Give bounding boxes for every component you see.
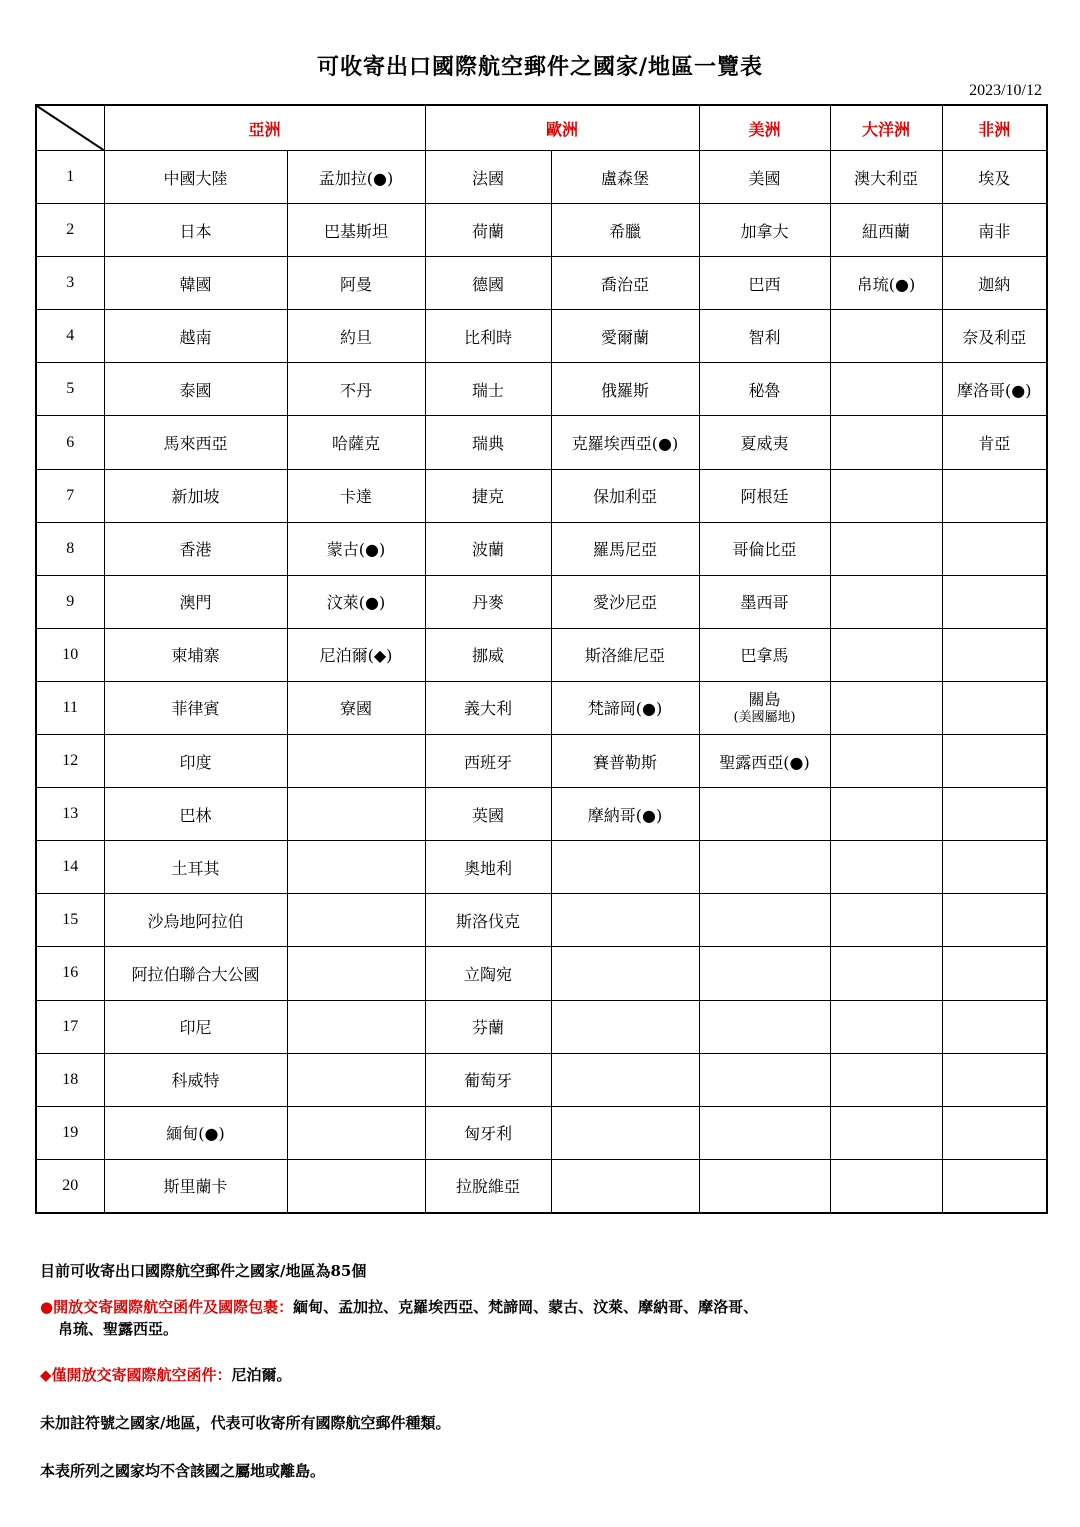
asia-col-2-cell: 哈薩克 xyxy=(287,416,425,469)
america-col-cell: 巴西 xyxy=(699,257,830,310)
oceania-col-cell xyxy=(830,1000,942,1053)
europe-col-2-cell: 愛爾蘭 xyxy=(551,310,699,363)
table-row xyxy=(36,151,1047,204)
asia-col-1-cell: 斯里蘭卡 xyxy=(104,1159,287,1213)
asia-col-2-cell xyxy=(287,894,425,947)
america-col-cell xyxy=(699,681,830,734)
asia-col-1-cell: 新加坡 xyxy=(104,469,287,522)
europe-col-2-cell xyxy=(551,947,699,1000)
europe-col-2-cell xyxy=(551,1053,699,1106)
asia-col-1-cell: 緬甸(●) xyxy=(104,1106,287,1159)
europe-col-1-cell: 立陶宛 xyxy=(425,947,551,1000)
america-col-cell: 阿根廷 xyxy=(699,469,830,522)
europe-col-2-cell: 保加利亞 xyxy=(551,469,699,522)
oceania-col-cell xyxy=(830,1053,942,1106)
europe-col-2-cell: 希臘 xyxy=(551,204,699,257)
country-table xyxy=(35,104,1048,1214)
africa-col-cell xyxy=(942,735,1047,788)
africa-col-cell xyxy=(942,788,1047,841)
europe-col-1-cell: 德國 xyxy=(425,257,551,310)
table-row xyxy=(36,416,1047,469)
asia-col-1-cell: 日本 xyxy=(104,204,287,257)
europe-col-1-cell: 芬蘭 xyxy=(425,1000,551,1053)
europe-col-1-cell: 奧地利 xyxy=(425,841,551,894)
asia-col-1-cell: 香港 xyxy=(104,522,287,575)
asia-col-2-cell xyxy=(287,947,425,1000)
oceania-col-cell xyxy=(830,841,942,894)
table-body xyxy=(36,151,1047,1213)
asia-col-1-cell: 沙烏地阿拉伯 xyxy=(104,894,287,947)
america-col-cell: 夏威夷 xyxy=(699,416,830,469)
oceania-col-cell xyxy=(830,469,942,522)
asia-col-2-cell: 卡達 xyxy=(287,469,425,522)
america-col-cell: 巴拿馬 xyxy=(699,628,830,681)
asia-col-2-cell xyxy=(287,1106,425,1159)
europe-col-2-cell: 斯洛維尼亞 xyxy=(551,628,699,681)
africa-col-cell: 埃及 xyxy=(942,151,1047,204)
europe-col-1-cell: 葡萄牙 xyxy=(425,1053,551,1106)
asia-col-2-cell: 巴基斯坦 xyxy=(287,204,425,257)
europe-col-2-cell xyxy=(551,894,699,947)
row-number-cell: 20 xyxy=(36,1159,104,1213)
oceania-col-cell xyxy=(830,363,942,416)
europe-col-2-cell: 賽普勒斯 xyxy=(551,735,699,788)
table-row xyxy=(36,469,1047,522)
africa-col-cell xyxy=(942,1106,1047,1159)
asia-col-1-cell: 土耳其 xyxy=(104,841,287,894)
europe-col-1-cell: 法國 xyxy=(425,151,551,204)
europe-col-2-cell: 俄羅斯 xyxy=(551,363,699,416)
row-number-cell: 7 xyxy=(36,469,104,522)
africa-col-cell xyxy=(942,1000,1047,1053)
europe-col-2-cell xyxy=(551,1000,699,1053)
note-circle-list-1: 緬甸、孟加拉、克羅埃西亞、梵諦岡、蒙古、汶萊、摩納哥、摩洛哥、 xyxy=(293,1298,759,1316)
america-col-cell xyxy=(699,788,830,841)
asia-col-2-cell: 約旦 xyxy=(287,310,425,363)
note-unmarked: 未加註符號之國家/地區，代表可收寄所有國際航空郵件種類。 xyxy=(40,1414,451,1432)
europe-col-2-cell: 喬治亞 xyxy=(551,257,699,310)
row-number-cell: 15 xyxy=(36,894,104,947)
america-col-cell xyxy=(699,1053,830,1106)
row-number-cell: 1 xyxy=(36,151,104,204)
asia-col-1-cell: 柬埔寨 xyxy=(104,628,287,681)
oceania-col-cell xyxy=(830,735,942,788)
oceania-col-cell: 澳大利亞 xyxy=(830,151,942,204)
europe-col-1-cell: 瑞士 xyxy=(425,363,551,416)
europe-col-2-cell: 羅馬尼亞 xyxy=(551,522,699,575)
table-row xyxy=(36,257,1047,310)
row-number-cell: 12 xyxy=(36,735,104,788)
date-label: 2023/10/12 xyxy=(969,82,1042,99)
europe-col-1-cell: 義大利 xyxy=(425,681,551,734)
europe-col-2-cell xyxy=(551,1106,699,1159)
note-circle-label: ●開放交寄國際航空函件及國際包裹： xyxy=(40,1298,294,1316)
asia-col-2-cell xyxy=(287,1000,425,1053)
asia-col-2-cell: 汶萊(●) xyxy=(287,575,425,628)
note-circle xyxy=(40,1296,1040,1340)
note-diamond-list: 尼泊爾。 xyxy=(231,1366,292,1384)
row-number-cell: 13 xyxy=(36,788,104,841)
note-diamond-label: ◆僅開放交寄國際航空函件： xyxy=(40,1366,232,1384)
header-europe: 歐洲 xyxy=(425,105,699,151)
africa-col-cell xyxy=(942,628,1047,681)
america-col-cell: 加拿大 xyxy=(699,204,830,257)
america-col-cell xyxy=(699,841,830,894)
europe-col-1-cell: 丹麥 xyxy=(425,575,551,628)
europe-col-2-cell: 梵諦岡(●) xyxy=(551,681,699,734)
asia-col-1-cell: 澳門 xyxy=(104,575,287,628)
africa-col-cell xyxy=(942,841,1047,894)
europe-col-2-cell: 愛沙尼亞 xyxy=(551,575,699,628)
header-asia: 亞洲 xyxy=(104,105,425,151)
europe-col-1-cell: 荷蘭 xyxy=(425,204,551,257)
row-number-cell: 2 xyxy=(36,204,104,257)
africa-col-cell: 奈及利亞 xyxy=(942,310,1047,363)
europe-col-1-cell: 瑞典 xyxy=(425,416,551,469)
row-number-cell: 19 xyxy=(36,1106,104,1159)
europe-col-1-cell: 拉脫維亞 xyxy=(425,1159,551,1213)
note-total: 目前可收寄出口國際航空郵件之國家/地區為85個 xyxy=(40,1262,367,1280)
america-col-cell: 墨西哥 xyxy=(699,575,830,628)
table-row xyxy=(36,310,1047,363)
row-number-cell: 18 xyxy=(36,1053,104,1106)
africa-col-cell xyxy=(942,947,1047,1000)
table-row xyxy=(36,1159,1047,1213)
america-col-cell xyxy=(699,1106,830,1159)
oceania-col-cell xyxy=(830,522,942,575)
oceania-col-cell xyxy=(830,416,942,469)
note-exclusion: 本表所列之國家均不含該國之屬地或離島。 xyxy=(40,1462,326,1480)
table-row xyxy=(36,575,1047,628)
america-col-cell xyxy=(699,894,830,947)
asia-col-2-cell: 蒙古(●) xyxy=(287,522,425,575)
africa-col-cell xyxy=(942,522,1047,575)
america-col-cell: 聖露西亞(●) xyxy=(699,735,830,788)
europe-col-1-cell: 西班牙 xyxy=(425,735,551,788)
america-col-cell: 美國 xyxy=(699,151,830,204)
asia-col-2-cell: 寮國 xyxy=(287,681,425,734)
america-col-cell: 哥倫比亞 xyxy=(699,522,830,575)
table-row xyxy=(36,947,1047,1000)
table-row xyxy=(36,204,1047,257)
table-row xyxy=(36,841,1047,894)
cell-text: 關島 xyxy=(748,690,781,710)
asia-col-2-cell: 尼泊爾(◆) xyxy=(287,628,425,681)
asia-col-1-cell: 越南 xyxy=(104,310,287,363)
row-number-cell: 4 xyxy=(36,310,104,363)
europe-col-2-cell xyxy=(551,1159,699,1213)
page-title: 可收寄出口國際航空郵件之國家/地區一覽表 xyxy=(316,54,764,80)
america-col-cell xyxy=(699,1159,830,1213)
europe-col-1-cell: 挪威 xyxy=(425,628,551,681)
asia-col-1-cell: 印度 xyxy=(104,735,287,788)
row-number-cell: 11 xyxy=(36,681,104,734)
europe-col-1-cell: 比利時 xyxy=(425,310,551,363)
asia-col-2-cell xyxy=(287,788,425,841)
table-row xyxy=(36,681,1047,734)
asia-col-1-cell: 中國大陸 xyxy=(104,151,287,204)
header-africa: 非洲 xyxy=(942,105,1047,151)
europe-col-1-cell: 英國 xyxy=(425,788,551,841)
table-row xyxy=(36,363,1047,416)
table-row xyxy=(36,735,1047,788)
europe-col-1-cell: 捷克 xyxy=(425,469,551,522)
row-number-cell: 5 xyxy=(36,363,104,416)
asia-col-2-cell xyxy=(287,735,425,788)
row-number-cell: 3 xyxy=(36,257,104,310)
asia-col-2-cell xyxy=(287,841,425,894)
oceania-col-cell: 帛琉(●) xyxy=(830,257,942,310)
table-row xyxy=(36,1000,1047,1053)
africa-col-cell xyxy=(942,1053,1047,1106)
corner-cell xyxy=(36,105,104,151)
row-number-cell: 10 xyxy=(36,628,104,681)
asia-col-1-cell: 菲律賓 xyxy=(104,681,287,734)
africa-col-cell: 肯亞 xyxy=(942,416,1047,469)
oceania-col-cell xyxy=(830,894,942,947)
asia-col-2-cell xyxy=(287,1159,425,1213)
table-row xyxy=(36,628,1047,681)
row-number-cell: 8 xyxy=(36,522,104,575)
table-row xyxy=(36,1106,1047,1159)
row-number-cell: 17 xyxy=(36,1000,104,1053)
oceania-col-cell xyxy=(830,947,942,1000)
asia-col-2-cell: 阿曼 xyxy=(287,257,425,310)
europe-col-1-cell: 斯洛伐克 xyxy=(425,894,551,947)
africa-col-cell xyxy=(942,894,1047,947)
europe-col-1-cell: 波蘭 xyxy=(425,522,551,575)
row-number-cell: 9 xyxy=(36,575,104,628)
asia-col-2-cell: 不丹 xyxy=(287,363,425,416)
africa-col-cell: 南非 xyxy=(942,204,1047,257)
table-row xyxy=(36,1053,1047,1106)
africa-col-cell xyxy=(942,681,1047,734)
asia-col-1-cell: 泰國 xyxy=(104,363,287,416)
europe-col-1-cell: 匈牙利 xyxy=(425,1106,551,1159)
asia-col-2-cell: 孟加拉(●) xyxy=(287,151,425,204)
asia-col-1-cell: 科威特 xyxy=(104,1053,287,1106)
oceania-col-cell xyxy=(830,1106,942,1159)
notes-section xyxy=(40,1260,1040,1482)
header-america: 美洲 xyxy=(699,105,830,151)
africa-col-cell xyxy=(942,469,1047,522)
table-row xyxy=(36,894,1047,947)
america-col-cell xyxy=(699,1000,830,1053)
oceania-col-cell xyxy=(830,788,942,841)
america-col-cell: 智利 xyxy=(699,310,830,363)
header-oceania: 大洋洲 xyxy=(830,105,942,151)
oceania-col-cell xyxy=(830,310,942,363)
africa-col-cell xyxy=(942,1159,1047,1213)
row-number-cell: 14 xyxy=(36,841,104,894)
asia-col-1-cell: 韓國 xyxy=(104,257,287,310)
oceania-col-cell: 紐西蘭 xyxy=(830,204,942,257)
america-col-cell: 秘魯 xyxy=(699,363,830,416)
africa-col-cell: 迦納 xyxy=(942,257,1047,310)
row-number-cell: 16 xyxy=(36,947,104,1000)
oceania-col-cell xyxy=(830,681,942,734)
asia-col-1-cell: 馬來西亞 xyxy=(104,416,287,469)
asia-col-1-cell: 巴林 xyxy=(104,788,287,841)
oceania-col-cell xyxy=(830,1159,942,1213)
asia-col-1-cell: 阿拉伯聯合大公國 xyxy=(104,947,287,1000)
asia-col-1-cell: 印尼 xyxy=(104,1000,287,1053)
asia-col-2-cell xyxy=(287,1053,425,1106)
note-diamond xyxy=(40,1364,1040,1386)
america-col-cell xyxy=(699,947,830,1000)
guam-note: (美國屬地) xyxy=(733,710,796,726)
note-circle-list-2: 帛琉、聖露西亞。 xyxy=(58,1320,179,1338)
africa-col-cell xyxy=(942,575,1047,628)
africa-col-cell: 摩洛哥(●) xyxy=(942,363,1047,416)
europe-col-2-cell: 摩納哥(●) xyxy=(551,788,699,841)
oceania-col-cell xyxy=(830,628,942,681)
europe-col-2-cell xyxy=(551,841,699,894)
europe-col-2-cell: 克羅埃西亞(●) xyxy=(551,416,699,469)
table-row xyxy=(36,788,1047,841)
europe-col-2-cell: 盧森堡 xyxy=(551,151,699,204)
oceania-col-cell xyxy=(830,575,942,628)
table-row xyxy=(36,522,1047,575)
row-number-cell: 6 xyxy=(36,416,104,469)
